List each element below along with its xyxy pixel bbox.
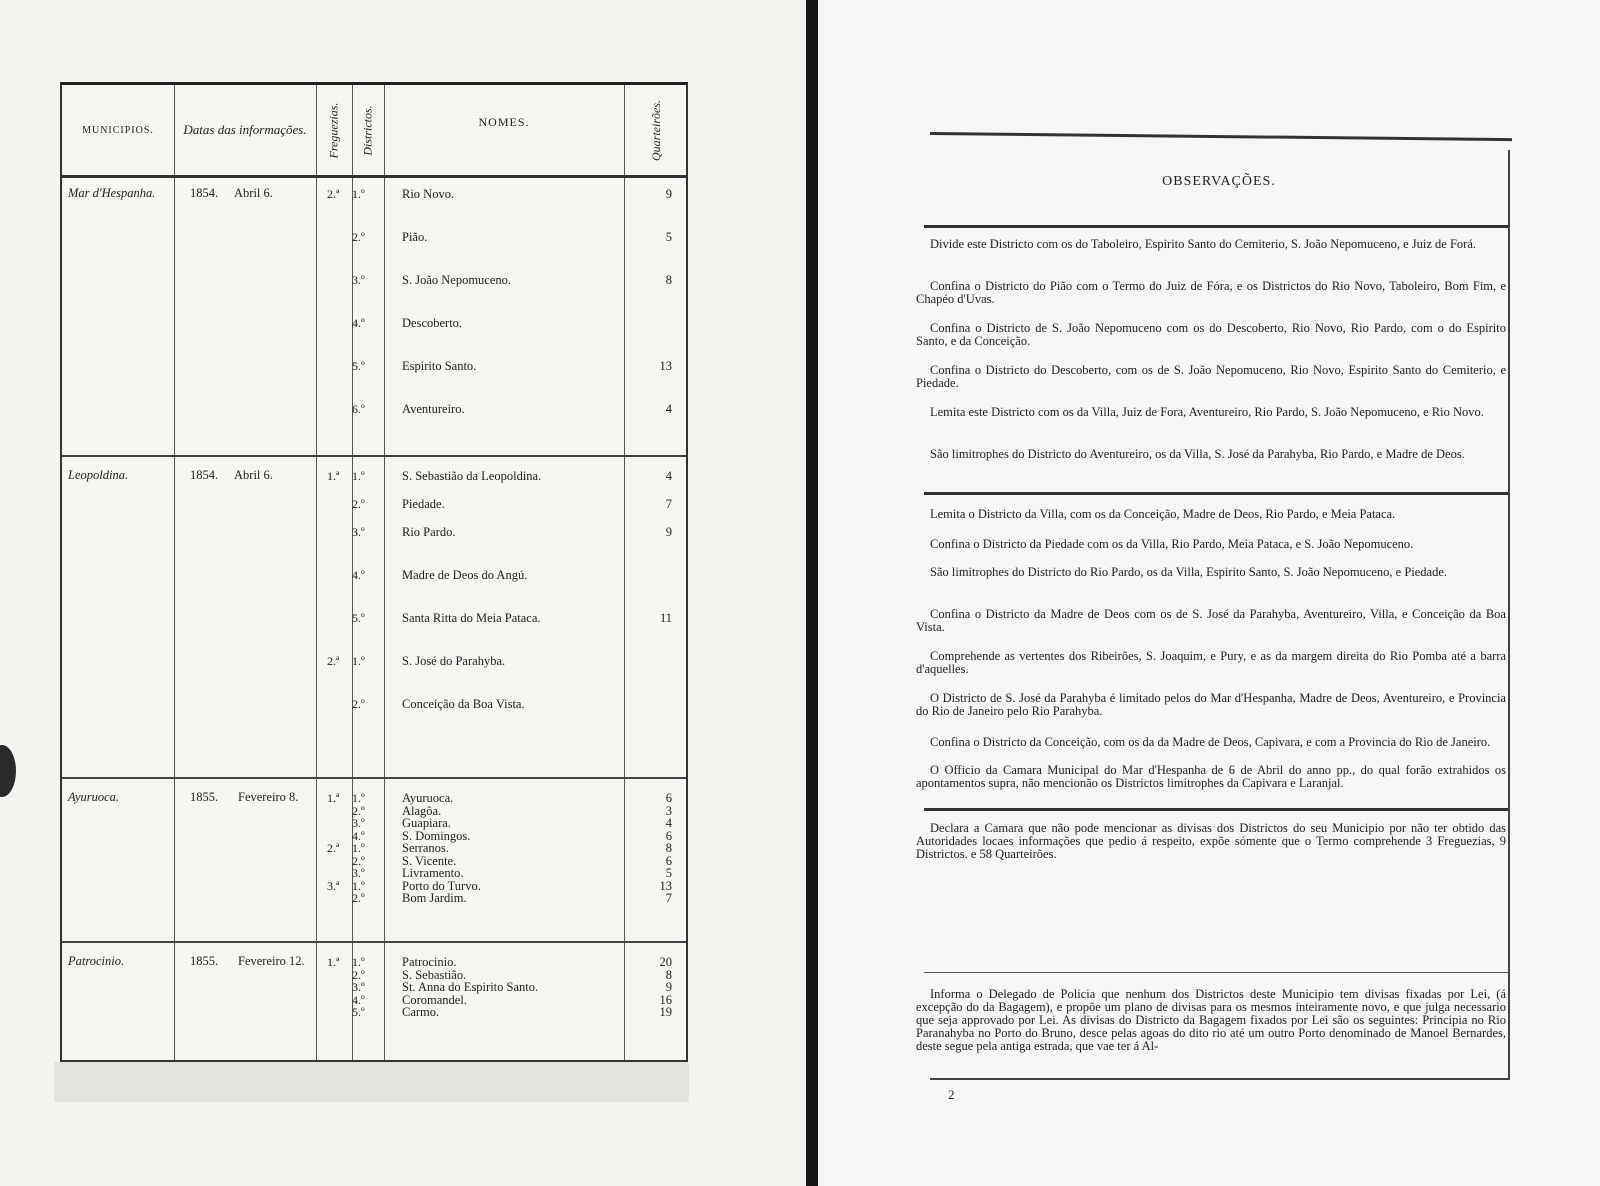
district-name: Rio Novo. <box>402 187 455 201</box>
observacao-paragraph: São limitrophes do Districto do Rio Pardo, os da Villa, Espirito Santo, S. João Nepomuceno, e Piedade. <box>930 565 1448 579</box>
district-ordinal: 2.º <box>352 967 365 982</box>
header-freguezias-label: Freguezias. <box>326 102 341 158</box>
header-datas-label: Datas das informações. <box>183 122 307 137</box>
quarteiroes-count: 11 <box>659 611 672 625</box>
district-row <box>62 187 686 201</box>
quarteiroes-count: 19 <box>659 1005 672 1019</box>
header-municipios <box>62 85 174 175</box>
header-districtos-label: Districtos. <box>360 104 375 156</box>
section-rule <box>924 808 1508 811</box>
district-row <box>62 230 686 244</box>
quarteiroes-count: 9 <box>665 187 672 201</box>
quarteiroes-count: 16 <box>659 992 672 1007</box>
district-row <box>62 402 686 416</box>
district-name: Alagôa. <box>402 803 442 818</box>
district-ordinal: 2.º <box>352 891 365 905</box>
district-name: S. Sebastião da Leopoldina. <box>402 469 542 483</box>
header-datas <box>174 85 316 175</box>
district-row <box>62 525 686 539</box>
header-rule <box>924 225 1508 228</box>
observacao-paragraph: O Officio da Camara Municipal do Mar d'Hespanha de 6 de Abril do anno pp., do qual forão extrahidos os apontamentos supra, não mencionão os Districtos limitrophes da Capivara e Laranjal. <box>916 763 1506 790</box>
district-name: Coromandel. <box>402 992 467 1007</box>
district-name: Santa Ritta do Meia Pataca. <box>402 611 541 625</box>
district-row <box>62 1005 686 1019</box>
observacoes-box <box>916 150 1510 1080</box>
freguezia-number: 1.ª <box>327 469 340 483</box>
quarteiroes-count: 9 <box>665 525 672 539</box>
observacao-paragraph: O Districto de S. José da Parahyba é limitado pelos do Mar d'Hespanha, Madre de Deos, Aventureiro, e Provincia do Rio de Janeiro pelo Rio Parahyba. <box>916 691 1506 718</box>
district-name: Madre de Deos do Angú. <box>402 568 528 582</box>
district-row <box>62 568 686 582</box>
district-ordinal: 3.º <box>352 273 365 287</box>
info-year: 1855. <box>190 790 219 804</box>
scan-edge-blot <box>0 745 16 797</box>
district-name: Livramento. <box>402 866 464 880</box>
info-year: 1855. <box>190 954 219 968</box>
district-name: Piedade. <box>402 497 445 511</box>
district-name: St. Anna do Espirito Santo. <box>402 980 539 994</box>
district-ordinal: 2.º <box>352 230 365 244</box>
section-rule <box>924 972 1508 973</box>
district-ordinal: 5.º <box>352 611 365 625</box>
district-name: Serranos. <box>402 841 449 855</box>
district-ordinal: 2.º <box>352 697 365 711</box>
district-ordinal: 1.º <box>352 791 365 805</box>
observacao-paragraph: São limitrophes do Districto do Aventureiro, os da Villa, S. José da Parahyba, Rio Pardo, e Madre de Deos. <box>930 447 1465 461</box>
freguezia-number: 2.ª <box>327 654 340 668</box>
district-row <box>62 654 686 668</box>
district-ordinal: 1.º <box>352 654 365 668</box>
district-name: Carmo. <box>402 1005 440 1019</box>
district-name: Porto do Turvo. <box>402 878 481 893</box>
district-ordinal: 3.º <box>352 816 365 830</box>
municipio-name: Patrocinio. <box>68 954 125 968</box>
observacao-paragraph: Declara a Camara que não pode mencionar as divisas dos Districtos do seu Municipio por não ter obtido das Autoridades locaes informações que pedio á respeito, expõe sómente que o Termo comprehende 3 Freguezias, 9 Districtos. e 58 Quarteirões. <box>916 821 1506 861</box>
quarteiroes-count: 4 <box>665 469 672 483</box>
info-date: Fevereiro 8. <box>238 790 299 804</box>
district-ordinal: 5.º <box>352 359 365 373</box>
observacao-paragraph: Confina o Districto da Conceição, com os da da Madre de Deos, Capivara, e com a Provincia do Rio de Janeiro. <box>930 735 1491 749</box>
header-freguezias <box>316 85 352 175</box>
district-row <box>62 273 686 287</box>
municipio-name: Leopoldina. <box>68 468 129 482</box>
district-name: Pião. <box>402 230 428 244</box>
observacao-paragraph: Lemita este Districto com os da Villa, Juiz de Fora, Aventureiro, Rio Pardo, S. João Nepomuceno, e Rio Novo. <box>930 405 1484 419</box>
district-name: Espirito Santo. <box>402 359 477 373</box>
district-row <box>62 611 686 625</box>
observacoes-title: OBSERVAÇÕES. <box>1162 174 1276 189</box>
observacao-paragraph: Confina o Districto da Piedade com os da Villa, Rio Pardo, Meia Pataca, e S. João Nepomuceno. <box>930 537 1414 551</box>
district-ordinal: 3.º <box>352 980 365 994</box>
freguezia-number: 3.ª <box>327 878 340 893</box>
district-ordinal: 1.º <box>352 469 365 483</box>
top-rule <box>930 132 1512 141</box>
district-row <box>62 697 686 711</box>
info-date: Fevereiro 12. <box>238 954 305 968</box>
header-quarteiroes-label: Quarteirões. <box>648 99 663 161</box>
district-ordinal: 4.º <box>352 316 365 330</box>
header-districtos <box>352 85 384 175</box>
district-name: Conceição da Boa Vista. <box>402 697 525 711</box>
quarteiroes-count: 8 <box>665 273 672 287</box>
quarteiroes-count: 8 <box>665 967 672 982</box>
freguezia-number: 1.ª <box>327 955 340 969</box>
quarteiroes-count: 8 <box>665 841 672 855</box>
quarteiroes-count: 4 <box>665 402 672 416</box>
quarteiroes-count: 6 <box>665 828 672 843</box>
district-name: S. Domingos. <box>402 828 471 843</box>
municipio-name: Mar d'Hespanha. <box>68 186 156 200</box>
district-name: S. Vicente. <box>402 853 457 868</box>
municipios-table <box>60 82 688 1062</box>
quarteiroes-count: 5 <box>665 230 672 244</box>
municipio-rule <box>62 941 686 943</box>
quarteiroes-count: 20 <box>659 955 672 969</box>
district-ordinal: 4.º <box>352 992 365 1007</box>
observacao-paragraph: Confina o Districto do Descoberto, com os de S. João Nepomuceno, Rio Novo, Espirito Santo do Cemiterio, e Piedade. <box>916 363 1506 390</box>
district-ordinal: 1.º <box>352 878 365 893</box>
district-name: Descoberto. <box>402 316 463 330</box>
quarteiroes-count: 13 <box>659 359 672 373</box>
header-rule <box>62 175 686 178</box>
observacao-paragraph: Comprehende as vertentes dos Ribeirões, S. Joaquim, e Pury, e as da margem direita do Rio Pomba até a barra d'aquelles. <box>916 649 1506 676</box>
district-ordinal: 2.º <box>352 853 365 868</box>
quarteiroes-count: 7 <box>665 891 672 905</box>
district-name: Ayuruoca. <box>402 791 454 805</box>
freguezia-number: 2.ª <box>327 187 340 201</box>
district-ordinal: 1.º <box>352 841 365 855</box>
scan-shadow <box>54 1062 689 1102</box>
quarteiroes-count: 7 <box>665 497 672 511</box>
freguezia-number: 2.ª <box>327 841 340 855</box>
district-row <box>62 316 686 330</box>
district-ordinal: 4.º <box>352 828 365 843</box>
page-number: 2 <box>948 1087 955 1102</box>
district-row <box>62 497 686 511</box>
freguezia-number: 1.ª <box>327 791 340 805</box>
district-ordinal: 2.º <box>352 497 365 511</box>
quarteiroes-count: 6 <box>665 853 672 868</box>
district-name: S. Sebastião. <box>402 967 467 982</box>
info-date: Abril 6. <box>234 186 273 200</box>
info-year: 1854. <box>190 186 219 200</box>
observacao-paragraph: Informa o Delegado de Policia que nenhum dos Districtos deste Municipio tem divisas fixadas por Lei, (á excepção do da Bagagem), e propõe um plano de divisas para os mesmos inteiramente novo, e que julga necessario que seja approvado por Lei. As divisas do Districto da Bagagem fixados por Lei são os seguintes: Principia no Rio Paranahyba no Porto do Bruno, desce pelas agoas do dito rio até um outro Porto denominado de Manoel Bernardes, deste segue pela antiga estrada, que vae ter á Al- <box>916 987 1506 1053</box>
district-name: Guapiara. <box>402 816 451 830</box>
header-municipios-label: MUNICIPIOS. <box>82 124 154 136</box>
district-name: S. José do Parahyba. <box>402 654 506 668</box>
district-name: Patrocinio. <box>402 955 457 969</box>
municipio-name: Ayuruoca. <box>68 790 120 804</box>
district-ordinal: 1.º <box>352 187 365 201</box>
observacao-paragraph: Confina o Districto do Pião com o Termo do Juiz de Fóra, e os Districtos do Rio Novo, Taboleiro, Bom Fim, e Chapéo d'Uvas. <box>916 279 1506 306</box>
header-nomes <box>384 85 624 175</box>
right-page <box>818 0 1600 1186</box>
quarteiroes-count: 5 <box>665 866 672 880</box>
district-name: Rio Pardo. <box>402 525 456 539</box>
header-quarteiroes <box>624 85 688 175</box>
district-name: Bom Jardim. <box>402 891 467 905</box>
quarteiroes-count: 9 <box>665 980 672 994</box>
header-nomes-label: NOMES. <box>478 115 530 129</box>
district-ordinal: 3.º <box>352 525 365 539</box>
district-ordinal: 2.º <box>352 803 365 818</box>
quarteiroes-count: 4 <box>665 816 672 830</box>
observacao-paragraph: Divide este Districto com os do Taboleiro, Espirito Santo do Cemiterio, S. João Nepomuceno, e Juiz de Forá. <box>930 237 1477 251</box>
quarteiroes-count: 3 <box>665 803 672 818</box>
district-ordinal: 1.º <box>352 955 365 969</box>
district-name: S. João Nepomuceno. <box>402 273 512 287</box>
district-row <box>62 891 686 905</box>
district-ordinal: 5.º <box>352 1005 365 1019</box>
district-name: Aventureiro. <box>402 402 465 416</box>
district-ordinal: 6.º <box>352 402 365 416</box>
district-row <box>62 359 686 373</box>
observacao-paragraph: Confina o Districto da Madre de Deos com os de S. José da Parahyba, Aventureiro, Villa, e Conceição da Boa Vista. <box>916 607 1506 634</box>
municipio-rule <box>62 777 686 779</box>
quarteiroes-count: 13 <box>659 878 672 893</box>
section-rule <box>924 492 1508 495</box>
observacao-paragraph: Lemita o Districto da Villa, com os da Conceição, Madre de Deos, Rio Pardo, e Meia Pataca. <box>930 507 1396 521</box>
observacao-paragraph: Confina o Districto de S. João Nepomuceno com os do Descoberto, Rio Novo, Rio Pardo, com o do Espirito Santo, e da Conceição. <box>916 321 1506 348</box>
district-ordinal: 4.º <box>352 568 365 582</box>
district-row <box>62 469 686 483</box>
municipio-rule <box>62 455 686 457</box>
district-ordinal: 3.º <box>352 866 365 880</box>
info-year: 1854. <box>190 468 219 482</box>
info-date: Abril 6. <box>234 468 273 482</box>
quarteiroes-count: 6 <box>665 791 672 805</box>
